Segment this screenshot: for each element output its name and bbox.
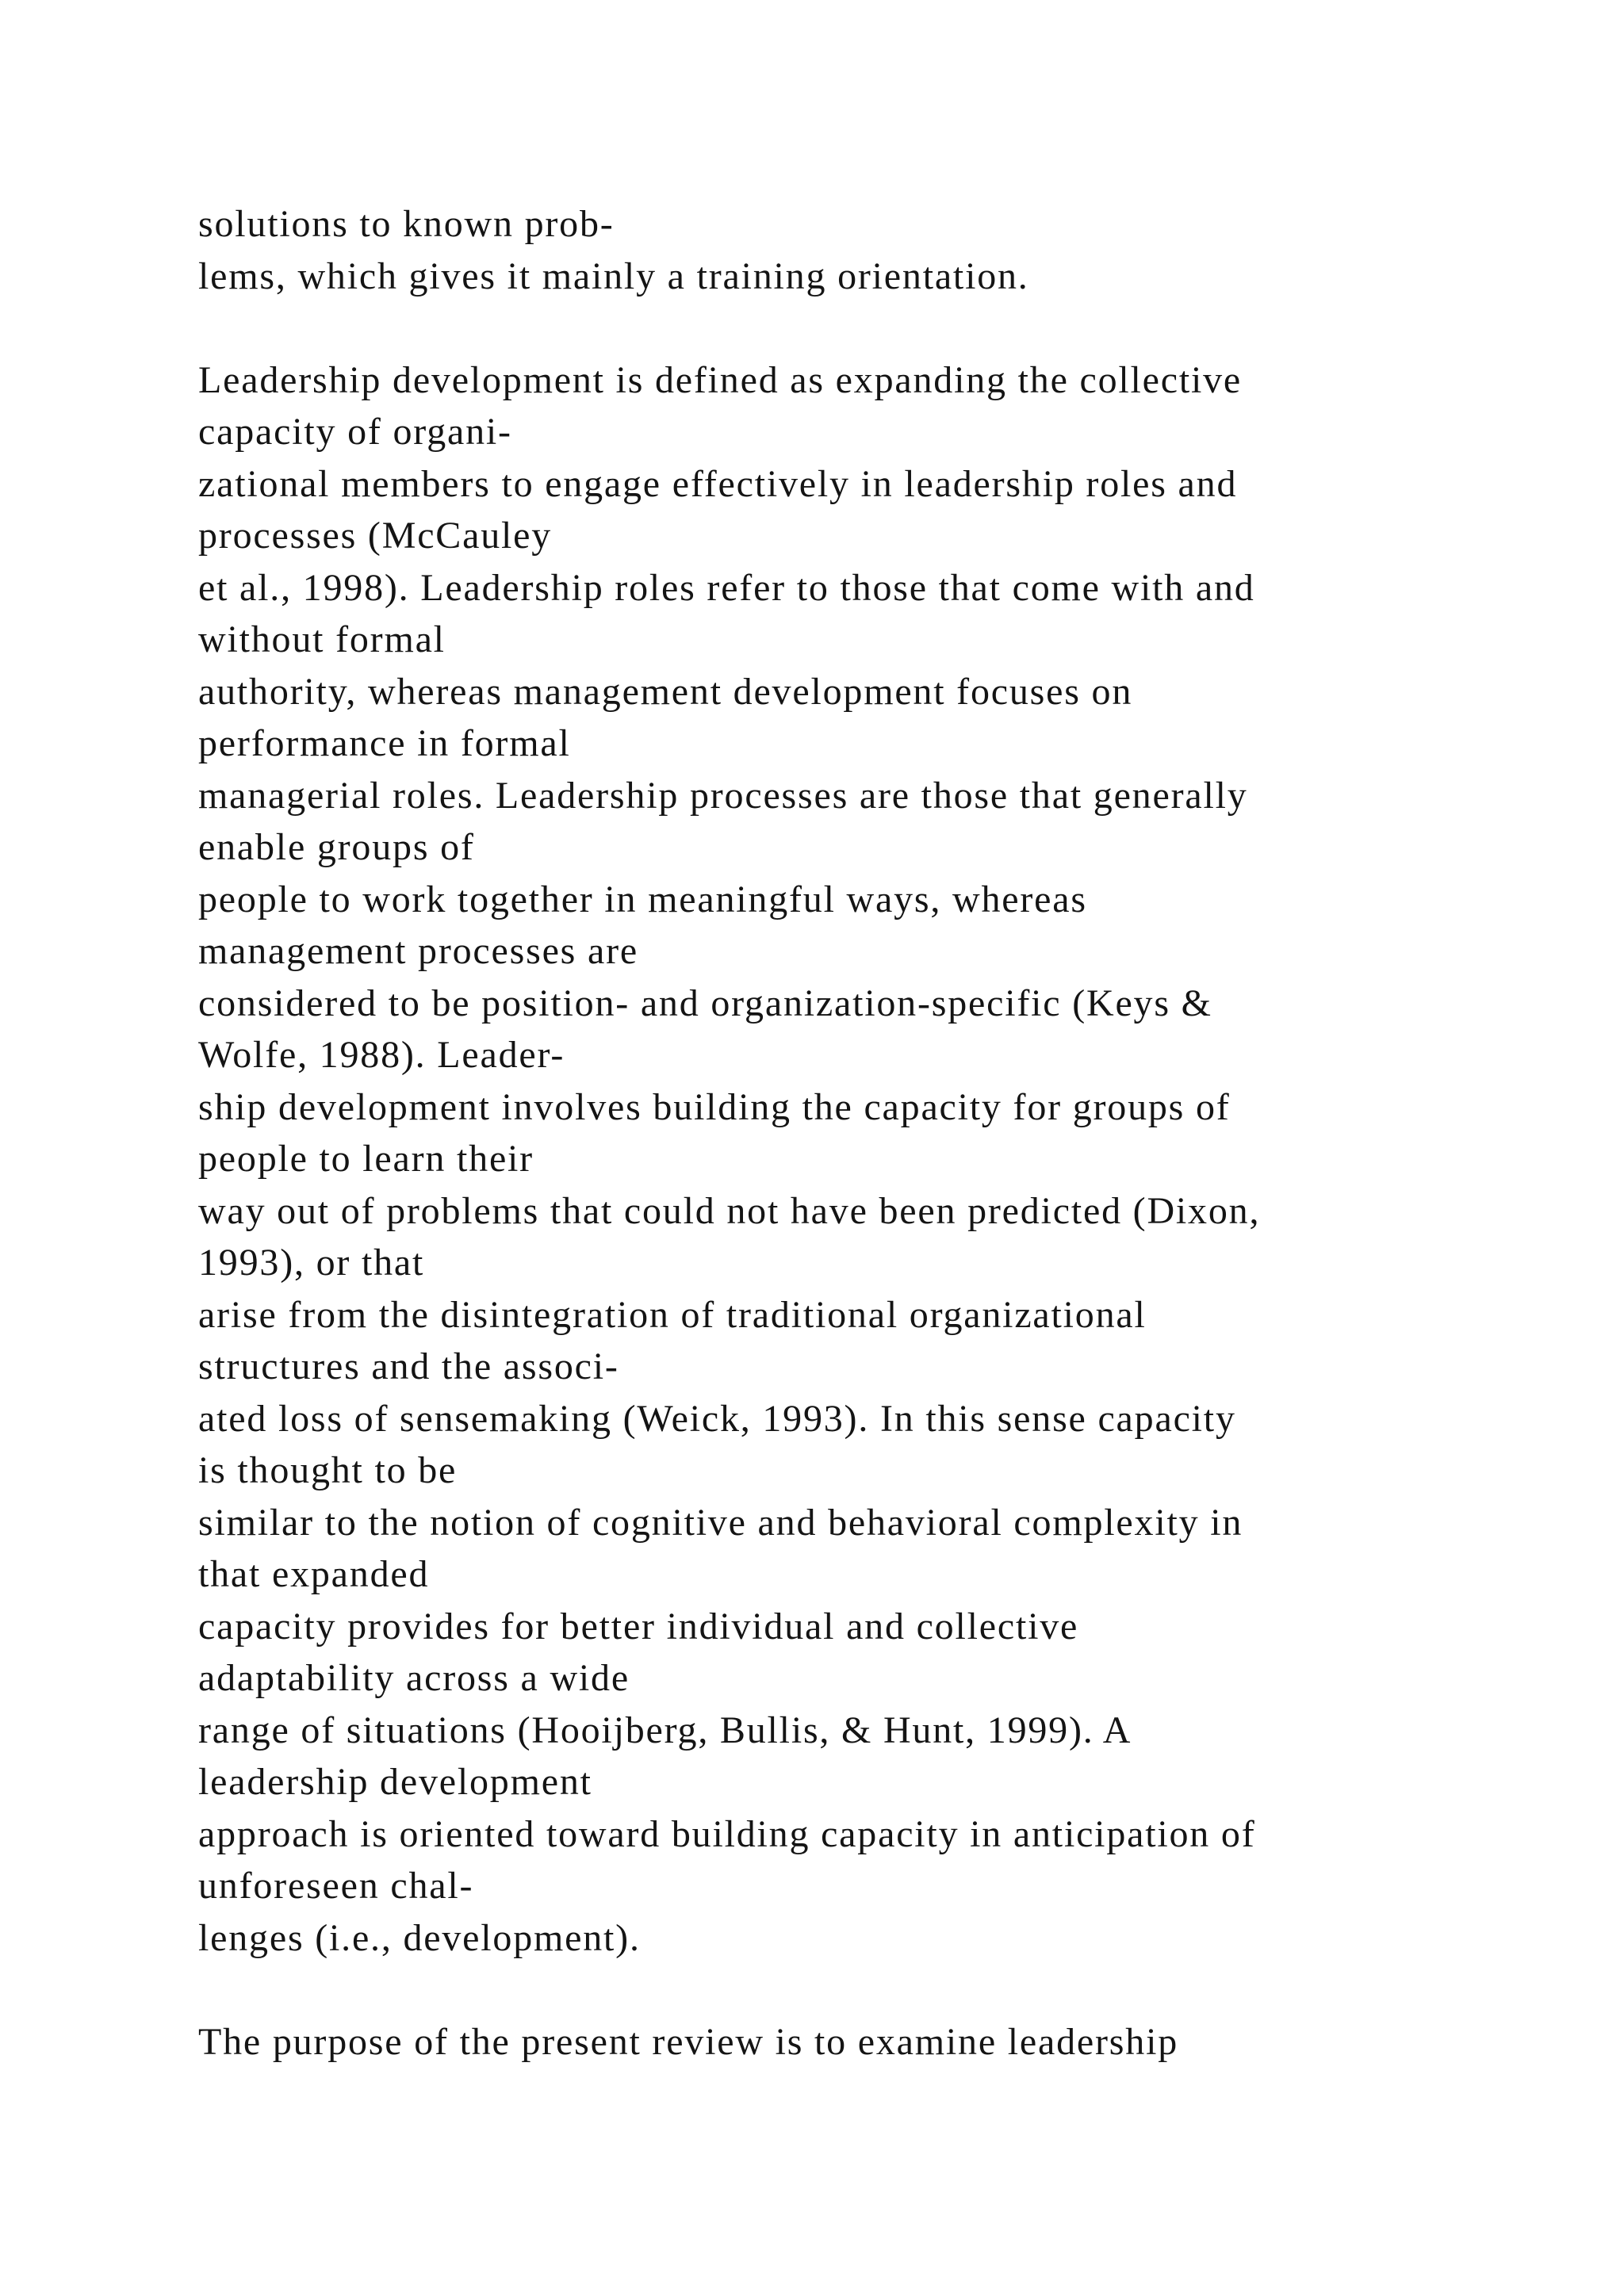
text-line: ated loss of sensemaking (Weick, 1993). In this sense capacity bbox=[198, 1397, 1236, 1440]
text-line: 1993), or that bbox=[198, 1242, 425, 1284]
text-line: range of situations (Hooijberg, Bullis, & Hunt, 1999). A bbox=[198, 1709, 1132, 1751]
text-line: adaptability across a wide bbox=[198, 1657, 630, 1699]
paragraph-1 bbox=[198, 198, 1546, 302]
text-line: lems, which gives it mainly a training orientation. bbox=[198, 254, 1029, 297]
text-line: zational members to engage effectively in leadership roles and bbox=[198, 462, 1238, 505]
text-line: management processes are bbox=[198, 930, 638, 972]
text-line: performance in formal bbox=[198, 722, 571, 764]
text-line: arise from the disintegration of traditional organizational bbox=[198, 1293, 1147, 1336]
paragraph-spacer bbox=[198, 302, 1546, 354]
text-line: managerial roles. Leadership processes are those that generally bbox=[198, 774, 1248, 817]
text-line: unforeseen chal- bbox=[198, 1865, 474, 1907]
text-line: Leadership development is defined as expanding the collective bbox=[198, 358, 1243, 401]
text-line: way out of problems that could not have been predicted (Dixon, bbox=[198, 1189, 1261, 1232]
text-line: enable groups of bbox=[198, 826, 475, 868]
text-line: ship development involves building the capacity for groups of bbox=[198, 1085, 1231, 1128]
text-line: is thought to be bbox=[198, 1449, 458, 1491]
text-line: structures and the associ- bbox=[198, 1345, 619, 1387]
text-line: leadership development bbox=[198, 1761, 592, 1803]
text-line: people to learn their bbox=[198, 1138, 534, 1180]
text-line: people to work together in meaningful ways, whereas bbox=[198, 878, 1087, 920]
paragraph-2 bbox=[198, 354, 1546, 1965]
text-line: lenges (i.e., development). bbox=[198, 1916, 641, 1959]
text-line: capacity provides for better individual and collective bbox=[198, 1605, 1079, 1647]
text-line: capacity of organi- bbox=[198, 411, 512, 453]
paragraph-spacer bbox=[198, 1964, 1546, 2016]
document-text bbox=[198, 198, 1546, 2068]
text-line: processes (McCauley bbox=[198, 515, 553, 557]
text-line: et al., 1998). Leadership roles refer to those that come with and bbox=[198, 566, 1255, 609]
text-line: that expanded bbox=[198, 1553, 430, 1595]
text-line: solutions to known prob- bbox=[198, 203, 615, 245]
text-line: authority, whereas management development focuses on bbox=[198, 670, 1133, 713]
paragraph-3 bbox=[198, 2016, 1546, 2068]
text-line: considered to be position- and organization-specific (Keys & bbox=[198, 982, 1212, 1024]
text-line: Wolfe, 1988). Leader- bbox=[198, 1034, 565, 1076]
text-line: The purpose of the present review is to examine leadership bbox=[198, 2020, 1179, 2063]
text-line: without formal bbox=[198, 618, 446, 660]
text-line: similar to the notion of cognitive and behavioral complexity in bbox=[198, 1501, 1243, 1544]
text-line: approach is oriented toward building capacity in anticipation of bbox=[198, 1812, 1256, 1855]
